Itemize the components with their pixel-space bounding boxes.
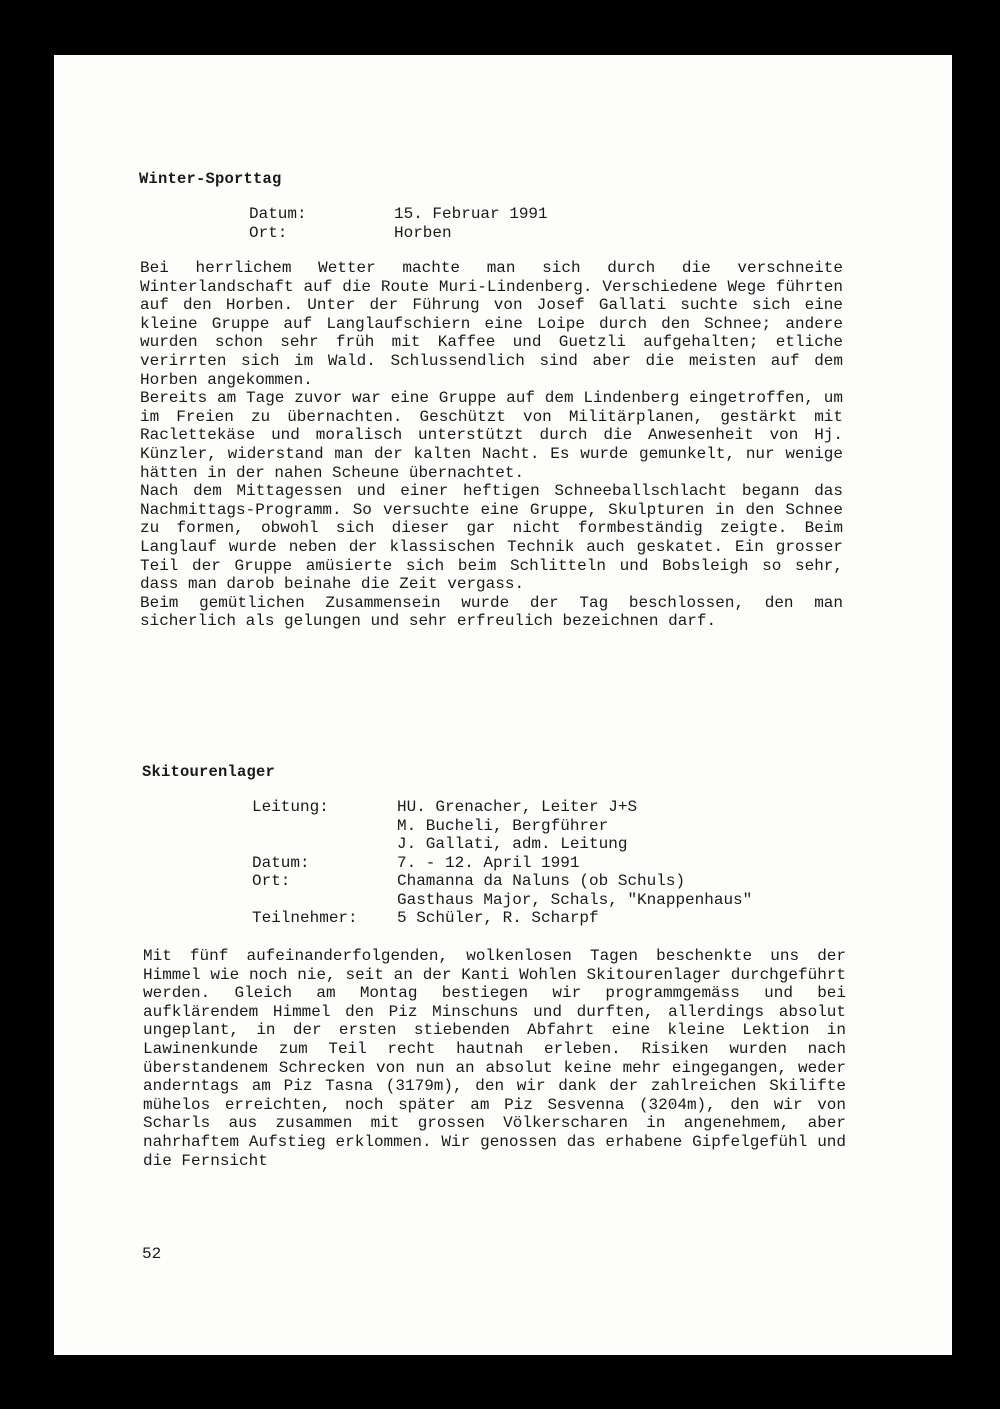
section-title-skitourenlager: Skitourenlager xyxy=(142,763,276,781)
detail-value: M. Bucheli, Bergführer xyxy=(397,816,609,835)
detail-key xyxy=(252,835,397,854)
paragraph: Mit fünf aufeinanderfolgenden, wolkenlosen Tagen beschenkte uns der Himmel wie noch nie, seit an der Kanti Wohlen Skitourenlager durchgeführt werden. Gleich am Montag bestiegen wir programmgemäss und bei aufklärendem Himmel den Piz Minschuns und durften, allerdings absolut ungeplant, in der ersten stiebenden Abfahrt eine kleine Lektion in Lawinenkunde zum Teil recht hautnah erleben. Risiken wurden nach überstandenem Schrecken von nun an absolut keine mehr eingegangen, weder anderntags am Piz Tasna (3179m), den wir dank der zahlreichen Skilifte mühelos erreichten, noch später am Piz Sesvenna (3204m), den wir von Scharls aus zusammen mit grossen Völkerscharen in angenehmem, aber nahrhaftem Aufstieg erklommen. Wir genossen das erhabene Gipfelgefühl und die Fernsicht xyxy=(143,947,846,1170)
paragraph: Bei herrlichem Wetter machte man sich durch die verschneite Winterlandschaft auf die Route Muri-Lindenberg. Verschiedene Wege führten auf den Horben. Unter der Führung von Josef Gallati suchte sich eine kleine Gruppe auf Langlaufschiern eine Loipe durch den Schnee; andere wurden schon sehr früh mit Kaffee und Guetzli aufgehalten; etliche verirrten sich im Wald. Schlussendlich sind aber die meisten auf dem Horben angekommen. xyxy=(140,259,843,389)
detail-value: J. Gallati, adm. Leitung xyxy=(397,835,628,853)
detail-row xyxy=(252,798,852,817)
detail-value: 7. - 12. April 1991 xyxy=(397,853,580,872)
detail-row xyxy=(249,224,749,243)
paragraph: Bereits am Tage zuvor war eine Gruppe auf dem Lindenberg eingetroffen, um im Freien zu übernachten. Geschützt von Militärplanen, gestärkt mit Raclettekäse und moralisch unterstützt durch die Anwesenheit von Hj. Künzler, widerstand man der kalten Nacht. Es wurde gemunkelt, nur wenige hätten in der nahen Scheune übernachtet. xyxy=(140,389,843,482)
detail-key: Ort: xyxy=(249,223,288,242)
detail-key xyxy=(252,817,397,836)
detail-row xyxy=(252,909,852,928)
detail-value: 5 Schüler, R. Scharpf xyxy=(397,909,599,927)
paragraph: Beim gemütlichen Zusammensein wurde der Tag beschlossen, den man sicherlich als gelungen und sehr erfreulich bezeichnen darf. xyxy=(140,593,843,631)
detail-value: Chamanna da Naluns (ob Schuls) xyxy=(397,872,686,890)
detail-key: Leitung: xyxy=(252,798,329,816)
detail-key xyxy=(252,891,397,910)
detail-value: Gasthaus Major, Schals, "Knappenhaus" xyxy=(397,890,753,909)
detail-key: Datum: xyxy=(252,853,310,872)
detail-row xyxy=(252,854,852,873)
detail-row xyxy=(249,205,749,224)
detail-row xyxy=(252,817,852,836)
paragraph: Nach dem Mittagessen und einer heftigen Schneeballschlacht begann das Nachmittags-Programm. So versuchte eine Gruppe, Skulpturen in den Schnee zu formen, obwohl sich dieser gar nicht formbeständig zeigte. Beim Langlauf wurde neben der klassischen Technik auch geskatet. Ein grosser Teil der Gruppe amüsierte sich beim Schlitteln und Bobsleigh so sehr, dass man darob beinahe die Zeit vergass. xyxy=(140,482,843,594)
detail-row xyxy=(252,872,852,891)
detail-key: Ort: xyxy=(252,872,291,890)
winter-sporttag-text xyxy=(140,259,843,631)
skitourenlager-text xyxy=(143,947,846,1170)
detail-row xyxy=(252,891,852,910)
detail-value: Horben xyxy=(394,223,452,242)
skitourenlager-details xyxy=(252,798,852,928)
detail-key: Datum: xyxy=(249,205,307,223)
document-page xyxy=(54,55,952,1355)
detail-value: 15. Februar 1991 xyxy=(394,205,548,223)
detail-key: Teilnehmer: xyxy=(252,909,358,927)
detail-row xyxy=(252,835,852,854)
page-number: 52 xyxy=(142,1245,162,1263)
winter-sporttag-details xyxy=(249,205,749,242)
section-title-winter-sporttag: Winter-Sporttag xyxy=(139,170,282,188)
detail-value: HU. Grenacher, Leiter J+S xyxy=(397,798,638,816)
